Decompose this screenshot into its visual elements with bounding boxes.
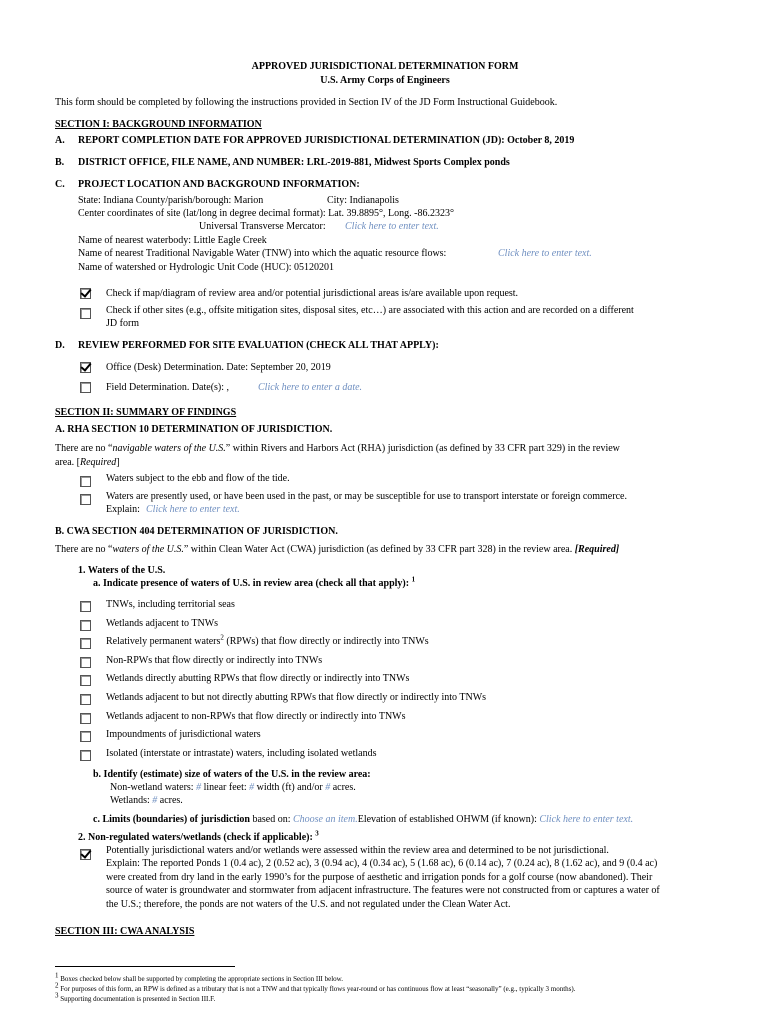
limits-of-jurisdiction-line: c. Limits (boundaries) of jurisdiction based on: Choose an item.Elevation of established OHWM (if known): Click here to enter text.: [93, 814, 634, 825]
wetland-acres-field[interactable]: #: [152, 795, 158, 806]
nearest-tnw-field[interactable]: Click here to enter text.: [498, 248, 592, 259]
section-1-heading: SECTION I: BACKGROUND INFORMATION: [55, 119, 262, 130]
non-regulated-line1: Potentially jurisdictional waters and/or wetlands were assessed within the review area and determined to be not jurisdictional.: [106, 845, 609, 856]
form-intro: This form should be completed by following the instructions provided in Section IV of the JD Form Instructional Guidebook.: [55, 97, 558, 108]
limits-dropdown[interactable]: Choose an item.: [293, 814, 358, 825]
explain-label: Explain:: [106, 504, 140, 515]
width-field[interactable]: #: [249, 782, 255, 793]
office-desk-checkbox[interactable]: [80, 362, 91, 373]
waters-item-label: Wetlands adjacent to but not directly abutting RPWs that flow directly or indirectly into TNWs: [106, 692, 487, 703]
waters-item-checkbox[interactable]: [80, 694, 91, 705]
commerce-checkbox[interactable]: [80, 494, 91, 505]
map-diagram-checkbox[interactable]: [80, 288, 91, 299]
waters-item-label: Wetlands adjacent to TNWs: [106, 618, 219, 629]
non-wetland-acres-field[interactable]: #: [325, 782, 331, 793]
indicate-presence-heading: a. Indicate presence of waters of U.S. in review area (check all that apply): $^1$: [93, 575, 416, 589]
office-desk-label: Office (Desk) Determination. Date: September 20, 2019: [106, 362, 331, 373]
non-wetland-waters-line: Non-wetland waters: # linear feet: # width (ft) and/or # acres.: [110, 782, 356, 793]
footnote-divider: [55, 966, 235, 967]
non-regulated-line2: Explain: The reported Ponds 1 (0.4 ac), 2 (0.52 ac), 3 (0.94 ac), 4 (0.34 ac), 5 (1.68 ac), 6 (0.14 ac), 7 (0.24 ac), 8 (1.62 ac), and 9 (0.4 ac): [106, 858, 658, 869]
waters-of-us-heading: 1. Waters of the U.S.: [78, 565, 166, 576]
rha-paragraph-line2: area. [Required]: [55, 457, 120, 468]
non-regulated-checkbox[interactable]: [80, 849, 91, 860]
item-c-label: C.: [55, 179, 65, 190]
field-determination-date[interactable]: Click here to enter a date.: [258, 382, 363, 393]
commerce-label: Waters are presently used, or have been used in the past, or may be susceptible for use to transport interstate or foreign commerce.: [106, 491, 627, 502]
waters-item-label: TNWs, including territorial seas: [106, 599, 235, 610]
report-completion-date: REPORT COMPLETION DATE FOR APPROVED JURISDICTIONAL DETERMINATION (JD): October 8, 2019: [78, 135, 575, 146]
waters-item-label: Impoundments of jurisdictional waters: [106, 729, 261, 740]
waters-item-checkbox[interactable]: [80, 620, 91, 631]
waters-item-checkbox[interactable]: [80, 675, 91, 686]
map-diagram-label: Check if map/diagram of review area and/or potential jurisdictional areas is/are available upon request.: [106, 288, 519, 299]
form-subtitle: U.S. Army Corps of Engineers: [320, 75, 450, 86]
non-regulated-line3: were created from dry land in the early 1990’s for the purpose of aesthetic and irrigation ponds for a golf course (now abandoned). Their: [106, 872, 653, 883]
watershed-huc: Name of watershed or Hydrologic Unit Code (HUC): 05120201: [78, 262, 335, 273]
non-regulated-line5: the U.S.; therefore, the ponds are not waters of the U.S. and not regulated under the Clean Water Act.: [106, 899, 511, 910]
waters-item-label: Non-RPWs that flow directly or indirectly into TNWs: [106, 655, 323, 666]
wetlands-acres-line: Wetlands: # acres.: [110, 795, 183, 806]
waters-item-checkbox[interactable]: [80, 731, 91, 742]
footnote-2: 2 For purposes of this form, an RPW is defined as a tributary that is not a TNW and that typically flows year-round or has continuous flow at least “seasonally” (e.g., typically 3 months).: [55, 981, 576, 993]
state-county: State: Indiana County/parish/borough: Marion: [78, 195, 264, 206]
waters-item-checkbox[interactable]: [80, 638, 91, 649]
district-office-file: DISTRICT OFFICE, FILE NAME, AND NUMBER: LRL-2019-881, Midwest Sports Complex ponds: [78, 157, 510, 168]
review-performed-heading: REVIEW PERFORMED FOR SITE EVALUATION (CHECK ALL THAT APPLY):: [78, 340, 439, 351]
nearest-waterbody: Name of nearest waterbody: Little Eagle Creek: [78, 235, 267, 246]
other-sites-label-cont: JD form: [106, 318, 140, 329]
identify-size-heading: b. Identify (estimate) size of waters of the U.S. in the review area:: [93, 769, 371, 780]
item-b-label: B.: [55, 157, 65, 168]
item-d-label: D.: [55, 340, 65, 351]
tide-checkbox[interactable]: [80, 476, 91, 487]
section-2-heading: SECTION II: SUMMARY OF FINDINGS: [55, 407, 237, 418]
footnote-3: 3 Supporting documentation is presented in Section III.F.: [55, 991, 216, 1003]
utm-label: Universal Transverse Mercator:: [199, 221, 326, 232]
non-regulated-heading: 2. Non-regulated waters/wetlands (check if applicable): $^3$: [78, 829, 319, 843]
waters-item-label: Isolated (interstate or intrastate) waters, including isolated wetlands: [106, 748, 377, 759]
cwa-heading: B. CWA SECTION 404 DETERMINATION OF JURISDICTION.: [55, 526, 338, 537]
rha-paragraph-line1: There are no “navigable waters of the U.S.” within Rivers and Harbors Act (RHA) jurisdiction (as defined by 33 CFR part 329) in the review: [55, 443, 620, 454]
other-sites-checkbox[interactable]: [80, 308, 91, 319]
nearest-tnw-label: Name of nearest Traditional Navigable Water (TNW) into which the aquatic resource flows:: [78, 248, 447, 259]
waters-item-checkbox[interactable]: [80, 601, 91, 612]
waters-item-label: Wetlands directly abutting RPWs that flow directly or indirectly into TNWs: [106, 673, 410, 684]
linear-feet-field[interactable]: #: [196, 782, 202, 793]
waters-item-checkbox[interactable]: [80, 713, 91, 724]
rha-heading: A. RHA SECTION 10 DETERMINATION OF JURISDICTION.: [55, 424, 333, 435]
utm-field[interactable]: Click here to enter text.: [345, 221, 439, 232]
cwa-paragraph: There are no “waters of the U.S.” within Clean Water Act (CWA) jurisdiction (as defined by 33 CFR part 328) in the review area. [Required]: [55, 544, 620, 555]
tide-label: Waters subject to the ebb and flow of the tide.: [106, 473, 290, 484]
waters-item-label: Relatively permanent waters$^2$ (RPWs) that flow directly or indirectly into TNWs: [106, 633, 429, 647]
field-determination-checkbox[interactable]: [80, 382, 91, 393]
project-location-heading: PROJECT LOCATION AND BACKGROUND INFORMATION:: [78, 179, 360, 190]
other-sites-label: Check if other sites (e.g., offsite mitigation sites, disposal sites, etc…) are associated with this action and are recorded on a different: [106, 305, 634, 316]
explain-field[interactable]: Click here to enter text.: [146, 504, 240, 515]
non-regulated-line4: source of water is groundwater and stormwater from adjacent infrastructure. The features were not constructed from or captures a water of: [106, 885, 660, 896]
ohwm-field[interactable]: Click here to enter text.: [539, 814, 634, 825]
form-title: APPROVED JURISDICTIONAL DETERMINATION FORM: [251, 61, 519, 72]
item-a-label: A.: [55, 135, 65, 146]
center-coordinates: Center coordinates of site (lat/long in degree decimal format): Lat. 39.8895°, Long. -86.2323°: [78, 208, 454, 219]
waters-item-checkbox[interactable]: [80, 750, 91, 761]
waters-item-checkbox[interactable]: [80, 657, 91, 668]
field-determination-label: Field Determination. Date(s): ,: [106, 382, 230, 393]
section-3-heading: SECTION III: CWA ANALYSIS: [55, 926, 195, 937]
footnote-1: 1 Boxes checked below shall be supported by completing the appropriate sections in Section III below.: [55, 971, 344, 983]
waters-item-label: Wetlands adjacent to non-RPWs that flow directly or indirectly into TNWs: [106, 711, 406, 722]
city: City: Indianapolis: [327, 195, 399, 206]
